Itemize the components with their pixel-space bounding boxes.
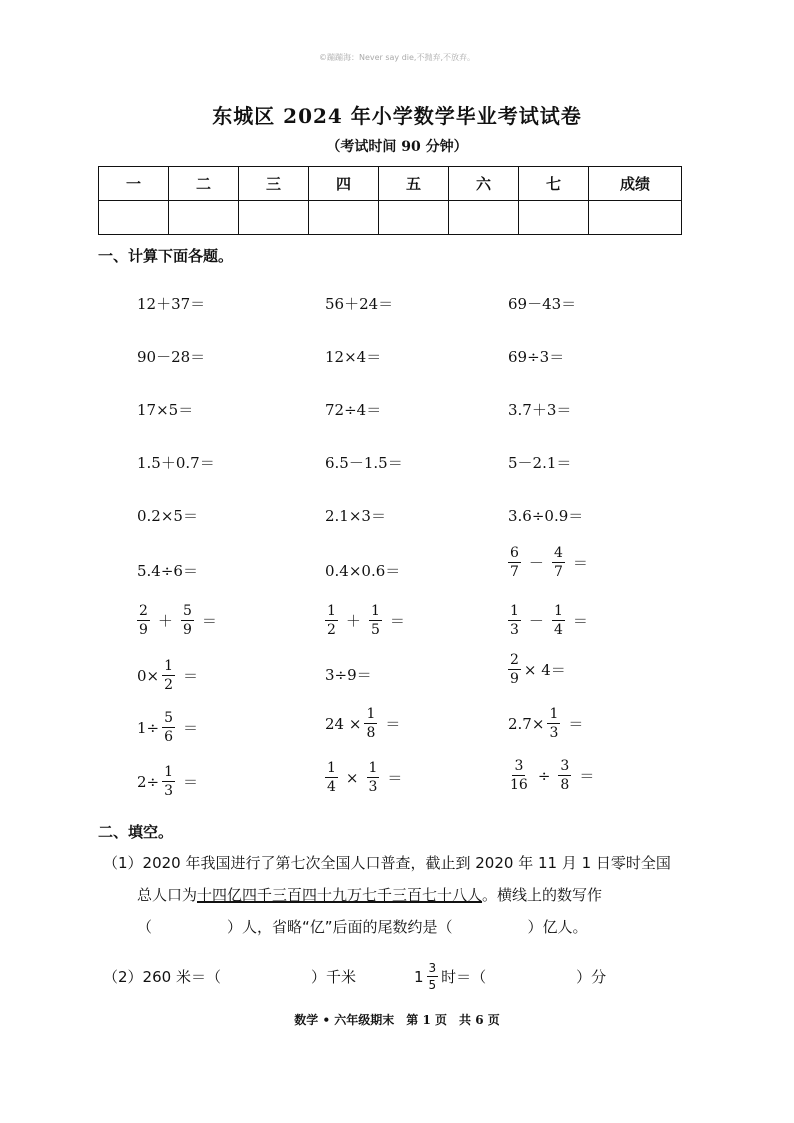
fraction: $\frac{2}{9}$	[510, 652, 519, 687]
problem: 69－43＝	[508, 295, 577, 313]
mixed-number: 1 $\frac{3}{5}$	[413, 961, 437, 992]
fraction: $\frac{1}{3}$	[164, 764, 174, 799]
score-cell[interactable]	[239, 201, 309, 235]
problem: 12＋37＝	[137, 295, 206, 313]
score-cell[interactable]	[169, 201, 239, 235]
fraction: $\frac{1}{8}$	[366, 706, 376, 741]
problem: 2.7× $\frac{1}{3}$ ＝	[508, 706, 584, 741]
problem: 69÷3＝	[508, 348, 565, 366]
score-header: 六	[449, 167, 519, 201]
score-cell[interactable]	[309, 201, 379, 235]
fraction: $\frac{1}{3}$	[510, 603, 519, 638]
score-header: 一	[99, 167, 169, 201]
problem: $\frac{6}{7}$ － $\frac{4}{7}$ ＝	[510, 545, 588, 580]
problem: 3.6÷0.9＝	[508, 507, 584, 525]
fraction: $\frac{1}{4}$	[327, 760, 336, 795]
fraction: $\frac{5}{9}$	[182, 603, 192, 638]
score-table	[98, 166, 682, 235]
problem: 1.5＋0.7＝	[137, 454, 215, 472]
fraction: $\frac{3}{16}$	[510, 758, 528, 793]
fraction: $\frac{1}{2}$	[164, 658, 174, 693]
exam-subtitle: （考试时间 90 分钟）	[326, 139, 468, 155]
problem: 5－2.1＝	[508, 454, 572, 472]
problem: $\frac{1}{2}$ ＋ $\frac{1}{5}$ ＝	[327, 603, 405, 638]
problem: 2.1×3＝	[325, 507, 386, 525]
problem: 56＋24＝	[325, 295, 394, 313]
problem: 90－28＝	[137, 348, 206, 366]
score-header: 三	[239, 167, 309, 201]
score-cell[interactable]	[449, 201, 519, 235]
fraction: $\frac{1}{3}$	[549, 706, 559, 741]
score-header: 四	[309, 167, 379, 201]
problem: 3÷9＝	[325, 666, 372, 684]
problem: 0.4×0.6＝	[325, 562, 401, 580]
score-header: 七	[519, 167, 589, 201]
score-header: 五	[379, 167, 449, 201]
page-footer: 数学 • 六年级期末 第 1 页 共 6 页	[294, 1013, 500, 1027]
score-header: 二	[169, 167, 239, 201]
score-cell[interactable]	[519, 201, 589, 235]
question-1-line-1: （1）2020 年我国进行了第七次全国人口普查，截止到 2020 年 11 月 1 日零时全国	[103, 854, 671, 872]
fraction: $\frac{1}{4}$	[553, 603, 563, 638]
problem: 1÷ $\frac{5}{6}$ ＝	[137, 710, 199, 745]
problem: 0× $\frac{1}{2}$ ＝	[137, 658, 199, 693]
question-1-line-3: （ ）人，省略“亿”后面的尾数约是（ ）亿人。	[137, 918, 588, 936]
fraction: $\frac{3}{5}$	[428, 961, 437, 992]
fraction: $\frac{1}{3}$	[368, 760, 378, 795]
problem: 72÷4＝	[325, 401, 382, 419]
problem: 24 × $\frac{1}{8}$ ＝	[325, 706, 401, 741]
score-cell[interactable]	[379, 201, 449, 235]
problem: 6.5－1.5＝	[325, 454, 403, 472]
problem: 3.7＋3＝	[508, 401, 572, 419]
problem: $\frac{2}{9}$ × 4＝	[510, 652, 566, 687]
exam-title: 东城区 2024 年小学数学毕业考试试卷	[212, 104, 582, 128]
problem: 0.2×5＝	[137, 507, 198, 525]
fraction: $\frac{1}{5}$	[370, 603, 380, 638]
fraction: $\frac{6}{7}$	[510, 545, 519, 580]
score-cell[interactable]	[99, 201, 169, 235]
problem: $\frac{3}{16}$ ÷ $\frac{3}{8}$ ＝	[510, 758, 595, 793]
problem: $\frac{2}{9}$ ＋ $\frac{5}{9}$ ＝	[139, 603, 217, 638]
problem: 5.4÷6＝	[137, 562, 198, 580]
problem: 2÷ $\frac{1}{3}$ ＝	[137, 764, 199, 799]
score-table-header-row	[99, 167, 682, 201]
question-1-line-2: 总人口为十四亿四千三百四十九万七千三百七十八人。横线上的数写作	[137, 886, 603, 904]
problem: $\frac{1}{4}$ × $\frac{1}{3}$ ＝	[327, 760, 403, 795]
section1-heading: 一、计算下面各题。	[98, 247, 234, 265]
problem: $\frac{1}{3}$ － $\frac{1}{4}$ ＝	[510, 603, 588, 638]
problem: 12×4＝	[325, 348, 382, 366]
problem: 17×5＝	[137, 401, 194, 419]
score-table-blank-row	[99, 201, 682, 235]
score-cell-total[interactable]	[589, 201, 682, 235]
fraction: $\frac{5}{6}$	[164, 710, 174, 745]
fraction: $\frac{1}{2}$	[327, 603, 336, 638]
fraction: $\frac{2}{9}$	[139, 603, 148, 638]
score-header-total: 成绩	[589, 167, 682, 201]
underlined-number-words: 十四亿四千三百四十九万七千三百七十八人	[197, 886, 483, 904]
fraction: $\frac{3}{8}$	[560, 758, 570, 793]
section2-heading: 二、填空。	[98, 823, 174, 841]
fraction: $\frac{4}{7}$	[553, 545, 563, 580]
watermark: ©蹦蹦海：Never say die,不抛弃,不放弃。	[318, 53, 476, 62]
question-2: （2）260 米＝（ ）千米 1 $\frac{3}{5}$ 时＝（ ）分	[103, 961, 607, 992]
